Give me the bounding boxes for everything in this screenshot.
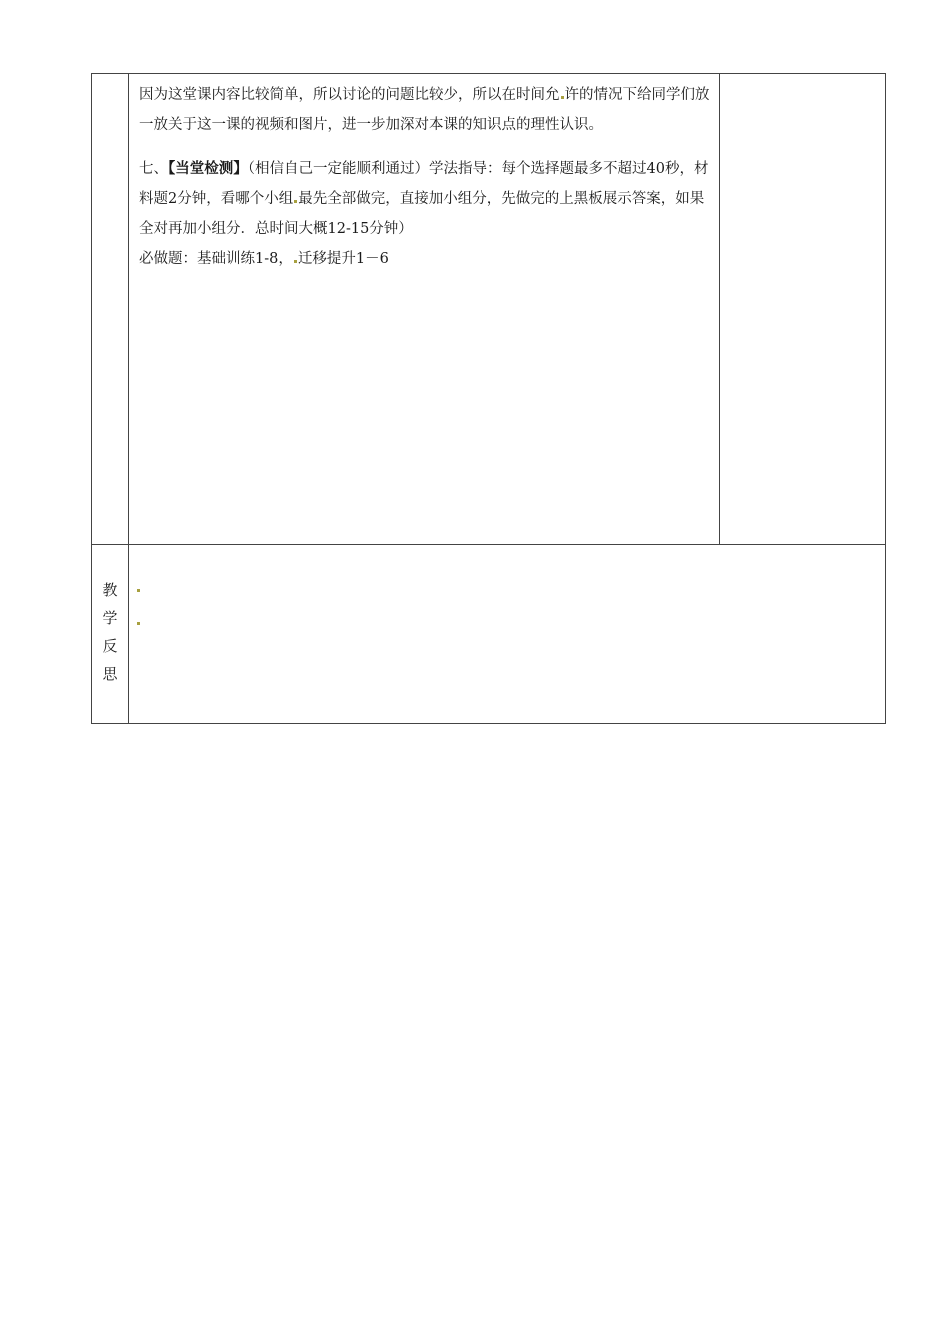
reflection-label-char: 思 [102,665,118,683]
section7-paragraph [139,154,710,244]
annotation-mark [294,260,297,263]
reflection-content-cell [129,545,886,724]
reflection-label-char: 反 [102,637,118,655]
annotation-mark [561,96,564,99]
section7-intro-a: （相信自己一定能顺利通过）学法指导：每个选择题最多不超过40秒，材料题2分钟，看哪个小组 [139,161,709,207]
left-label-cell [92,74,129,545]
section6-text-a: 因为这堂课内容比较简单，所以讨论的问题比较少，所以在时间允 [139,87,560,103]
section7-intro-b: 最先全部做完，直接加小组分，先做完的上黑板展示答案，如果全对再加小组分．总时间大概12-15分钟） [139,191,705,237]
content-cell [129,74,720,545]
annotation-mark [137,622,140,625]
annotation-mark [137,589,140,592]
required-text-b: 迁移提升1－6 [297,251,389,267]
required-exercises [139,244,710,274]
annotation-mark [294,200,297,203]
reflection-label-char: 教 [102,581,118,599]
notes-cell [720,74,886,545]
section7-heading: 【当堂检测】 [168,160,248,177]
reflection-label-char: 学 [102,609,118,627]
lesson-plan-table [91,73,886,724]
section6-paragraph [139,80,710,140]
reflection-label [101,576,119,688]
reflection-row [92,545,886,724]
section7-prefix: 七、 [139,161,168,177]
section6-text-b: 许的情况下给同学们放一放关于这一课的视频和图片，进一步加深对本课的知识点的理性认识。 [139,87,710,133]
reflection-label-cell [92,545,129,724]
required-text-a: 必做题：基础训练1-8， [139,251,293,267]
activity-row [92,74,886,545]
